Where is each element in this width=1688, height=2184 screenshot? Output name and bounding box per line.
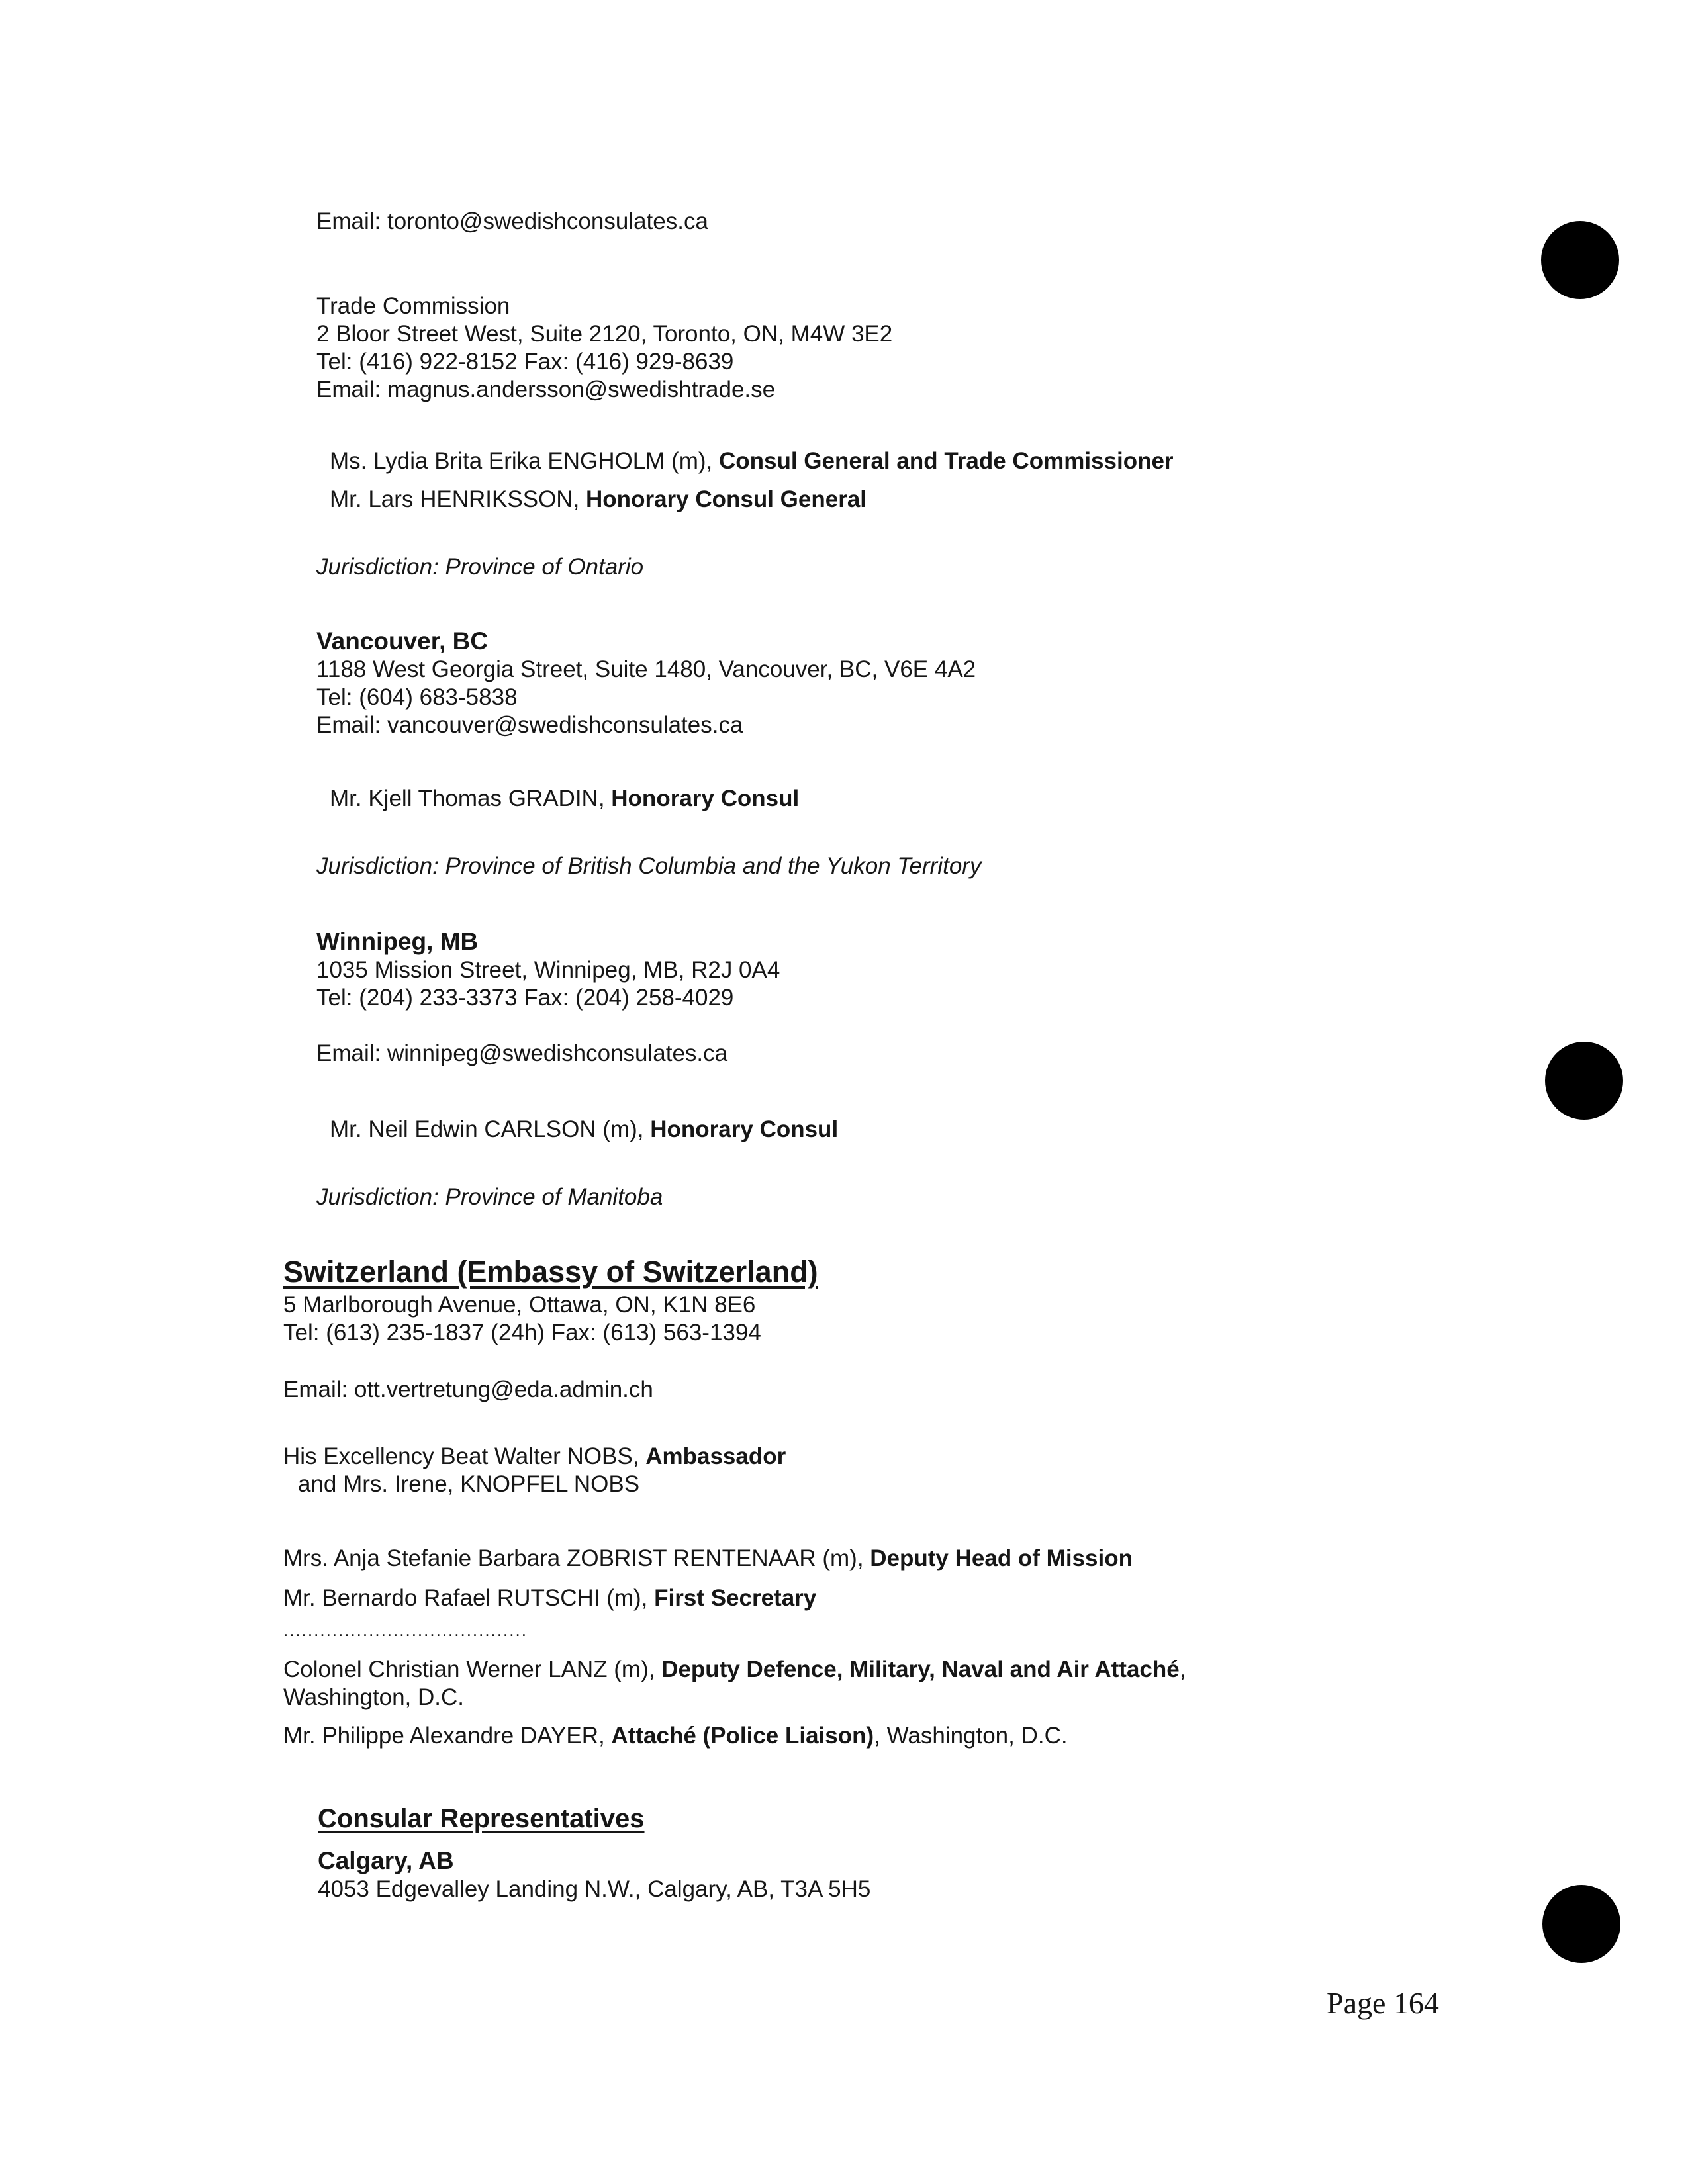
staff-name: Mr. Bernardo Rafael RUTSCHI (m), <box>283 1585 655 1611</box>
staff-entry <box>283 1722 1068 1750</box>
switzerland-phone: Tel: (613) 235-1837 (24h) Fax: (613) 563-1394 <box>283 1320 761 1345</box>
vancouver-email: Email: vancouver@swedishconsulates.ca <box>316 712 743 738</box>
winnipeg-phone: Tel: (204) 233-3373 Fax: (204) 258-4029 <box>316 985 734 1011</box>
staff-title: Honorary Consul General <box>586 486 867 512</box>
jurisdiction-manitoba: Jurisdiction: Province of Manitoba <box>316 1184 663 1210</box>
staff-name: Mr. Lars HENRIKSSON, <box>330 486 586 512</box>
calgary-address: 4053 Edgevalley Landing N.W., Calgary, AB, T3A 5H5 <box>318 1876 871 1902</box>
staff-name: Ms. Lydia Brita Erika ENGHOLM (m), <box>330 448 719 474</box>
switzerland-address: 5 Marlborough Avenue, Ottawa, ON, K1N 8E6 <box>283 1292 756 1318</box>
dotted-separator: ........................................ <box>283 1620 528 1640</box>
vancouver-address: 1188 West Georgia Street, Suite 1480, Vancouver, BC, V6E 4A2 <box>316 657 976 682</box>
toronto-email: Email: toronto@swedishconsulates.ca <box>316 208 708 234</box>
ambassador-entry <box>283 1443 786 1471</box>
trade-commission-title: Trade Commission <box>316 293 510 319</box>
page-number: Page 164 <box>1327 1986 1439 2020</box>
staff-suffix: , Washington, D.C. <box>874 1723 1068 1749</box>
staff-entry <box>330 785 799 813</box>
jurisdiction-ontario: Jurisdiction: Province of Ontario <box>316 554 644 580</box>
jurisdiction-bc: Jurisdiction: Province of British Columbia and the Yukon Territory <box>316 853 982 879</box>
trade-commission-address: 2 Bloor Street West, Suite 2120, Toronto, ON, M4W 3E2 <box>316 321 893 347</box>
punch-hole <box>1542 1885 1620 1963</box>
punch-hole <box>1545 1042 1623 1120</box>
staff-title: Deputy Head of Mission <box>870 1545 1133 1571</box>
vancouver-phone: Tel: (604) 683-5838 <box>316 684 518 710</box>
staff-title: Attaché (Police Liaison) <box>611 1723 874 1749</box>
punch-hole <box>1541 221 1619 299</box>
staff-name: Mr. Kjell Thomas GRADIN, <box>330 786 612 811</box>
staff-suffix: , <box>1179 1657 1186 1682</box>
staff-title: First Secretary <box>654 1585 817 1611</box>
staff-name: Mrs. Anja Stefanie Barbara ZOBRIST RENTENAAR (m), <box>283 1545 870 1571</box>
staff-title: Honorary Consul <box>650 1116 839 1142</box>
staff-entry <box>283 1545 1133 1572</box>
winnipeg-email: Email: winnipeg@swedishconsulates.ca <box>316 1040 728 1066</box>
switzerland-heading: Switzerland (Embassy of Switzerland) <box>283 1255 818 1289</box>
consular-representatives-heading: Consular Representatives <box>318 1804 645 1833</box>
staff-entry <box>283 1656 1186 1684</box>
staff-name: Colonel Christian Werner LANZ (m), <box>283 1657 662 1682</box>
staff-entry <box>330 486 867 514</box>
trade-commission-email: Email: magnus.andersson@swedishtrade.se <box>316 377 776 402</box>
staff-title: Consul General and Trade Commissioner <box>718 448 1174 474</box>
staff-title: Deputy Defence, Military, Naval and Air Attaché <box>661 1657 1180 1682</box>
staff-entry <box>283 1584 816 1612</box>
ambassador-name: His Excellency Beat Walter NOBS, <box>283 1443 646 1469</box>
calgary-heading: Calgary, AB <box>318 1847 454 1874</box>
staff-name: Mr. Philippe Alexandre DAYER, <box>283 1723 612 1749</box>
staff-name: Mr. Neil Edwin CARLSON (m), <box>330 1116 651 1142</box>
staff-entry <box>330 1116 838 1144</box>
staff-title: Honorary Consul <box>611 786 800 811</box>
vancouver-heading: Vancouver, BC <box>316 627 489 655</box>
ambassador-title: Ambassador <box>645 1443 786 1469</box>
staff-location-cont: Washington, D.C. <box>283 1684 464 1710</box>
staff-entry <box>330 447 1174 475</box>
switzerland-email: Email: ott.vertretung@eda.admin.ch <box>283 1377 653 1402</box>
trade-commission-phone: Tel: (416) 922-8152 Fax: (416) 929-8639 <box>316 349 734 375</box>
winnipeg-heading: Winnipeg, MB <box>316 928 479 955</box>
ambassador-spouse: and Mrs. Irene, KNOPFEL NOBS <box>298 1471 640 1497</box>
winnipeg-address: 1035 Mission Street, Winnipeg, MB, R2J 0A4 <box>316 957 780 983</box>
